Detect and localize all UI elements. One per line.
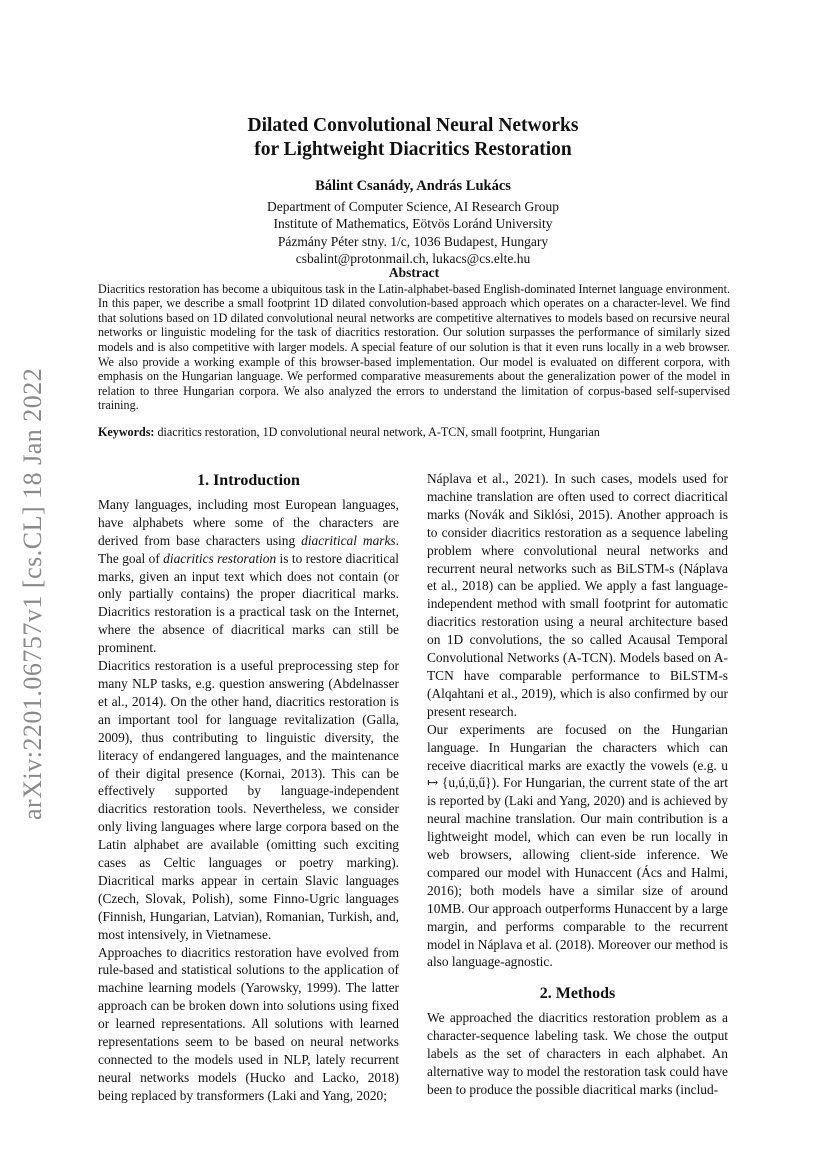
- keywords-label: Keywords:: [98, 424, 155, 439]
- affiliation: Institute of Mathematics, Eötvös Loránd University: [273, 216, 553, 231]
- text: is to restore diacritical marks, given an input text which does not contain (or only partially contains) the proper diacritical marks. Diacritics restoration is a practical task on the Internet, where the absence of diacritical marks can still be prominent.: [98, 550, 399, 656]
- affiliation: Pázmány Péter stny. 1/c, 1036 Budapest, Hungary: [277, 233, 549, 249]
- title-line-2: for Lightweight Diacritics Restoration: [254, 139, 572, 160]
- right-column: [427, 470, 728, 1099]
- emphasis: diacritics restoration: [163, 550, 277, 566]
- title-line-1: Dilated Convolutional Neural Networks: [247, 115, 579, 136]
- section-heading-introduction: 1. Introduction: [197, 472, 300, 489]
- text: . The goal of: [98, 532, 399, 566]
- section-heading-methods: 2. Methods: [539, 985, 616, 1003]
- keywords: [98, 425, 730, 440]
- abstract-text: Diacritics restoration has become a ubiquitous task in the Latin-alphabet-based English-dominated Internet language environment. In this paper, we describe a small footprint 1D dilated convolution-based approach which operates on a character-level. We find that solutions based on 1D dilated convolutional neural networks are competitive alternatives to models based on recursive neural networks or linguistic modeling for the task of diacritics restoration. Our solution surpasses the performance of similarly sized models and is also competitive with larger models. A special feature of our solution is that it even runs locally in a web browser. We also provide a working example of this browser-based implementation. Our model is evaluated on different corpora, with emphasis on the Hungarian language. We performed comparative measurements about the generalization power of the model in relation to three Hungarian corpora. We also analyzed the errors to understand the limitation of corpus-based self-supervised training.: [98, 281, 730, 413]
- paragraph: Our experiments are focused on the Hungarian language. In Hungarian the characters which can receive diacritical marks are exactly the vowels (e.g. u ↦ {u,ú,ü,ű}). For Hungarian, the current state of the art is reported by (Laki and Yang, 2020) and is achieved by neural machine translation. Our main contribution is a lightweight model, which can even be run locally in web browsers, allowing client-side inference. We compared our model with Hunaccent (Ács and Halmi, 2016); both models have a similar size of around 10MB. Our approach outperforms Hunaccent by a large margin, and performs comparable to the recurrent model in Náplava et al. (2018). Moreover our method is also language-agnostic.: [427, 721, 728, 970]
- author-names: Bálint Csanády, András Lukács: [315, 178, 511, 194]
- affiliation: Department of Computer Science, AI Research Group: [266, 198, 560, 214]
- paragraph: We approached the diacritics restoration problem as a character-sequence labeling task. We chose the output labels as the set of characters in each alphabet. An alternative way to model the restoration task could have been to produce the possible diacritical marks (includ-: [427, 1010, 728, 1097]
- left-column: [98, 470, 399, 1105]
- abstract: [98, 266, 730, 440]
- author-block: [0, 178, 826, 268]
- paragraph: Náplava et al., 2021). In such cases, models used for machine translation are often used to correct diacritical marks (Novák and Siklósi, 2015). Another approach is to consider diacritics restoration as a sequence labeling problem where convolutional neural networks and recurrent neural networks such as BiLSTM-s (Náplava et al., 2018) can be applied. We apply a fast language-independent method with small footprint for automatic diacritics restoration using a neural architecture based on 1D convolutions, the so called Acausal Temporal Convolutional Networks (A-TCN). Models based on A-TCN have comparable performance to BiLSTM-s (Alqahtani et al., 2019), which is also confirmed by our present research.: [427, 471, 728, 719]
- paragraph: [98, 496, 399, 657]
- text: Many languages, including most European languages, have alphabets where some of the characters are derived from base characters using: [98, 496, 399, 548]
- emphasis: diacritical marks: [301, 532, 396, 548]
- paragraph: Approaches to diacritics restoration have evolved from rule-based and statistical solutions to the application of machine learning models (Yarowsky, 1999). The latter approach can be broken down into solutions using fixed or learned representations. All solutions with learned representations seem to be based on neural networks connected to the models used in NLP, lately recurrent neural networks models (Hucko and Lacko, 2018) being replaced by transformers (Laki and Yang, 2020;: [98, 944, 399, 1103]
- paper-title: [0, 114, 826, 162]
- paragraph: Diacritics restoration is a useful preprocessing step for many NLP tasks, e.g. question answering (Abdelnasser et al., 2014). On the other hand, diacritics restoration is an important tool for language revitalization (Galla, 2009), thus contributing to linguistic diversity, the literacy of endangered languages, and the maintenance of their digital presence (Kornai, 2013). This can be effectively supported by language-independent diacritics restoration tools. Nevertheless, we consider only living languages where large corpora based on the Latin alphabet are available (omitting such exciting cases as Celtic languages or poetry marking). Diacritical marks appear in certain Slavic languages (Czech, Slovak, Polish), some Finno-Ugric languages (Finnish, Hungarian, Latvian), Romanian, Turkish, and, most intensively, in Vietnamese.: [98, 658, 399, 942]
- abstract-heading: Abstract: [388, 265, 440, 280]
- keywords-text: diacritics restoration, 1D convolutional neural network, A-TCN, small footprint, Hungarian: [154, 424, 600, 439]
- arxiv-stamp: arXiv:2201.06757v1 [cs.CL] 18 Jan 2022: [18, 367, 47, 820]
- author-emails: csbalint@protonmail.ch, lukacs@cs.elte.hu: [295, 251, 531, 266]
